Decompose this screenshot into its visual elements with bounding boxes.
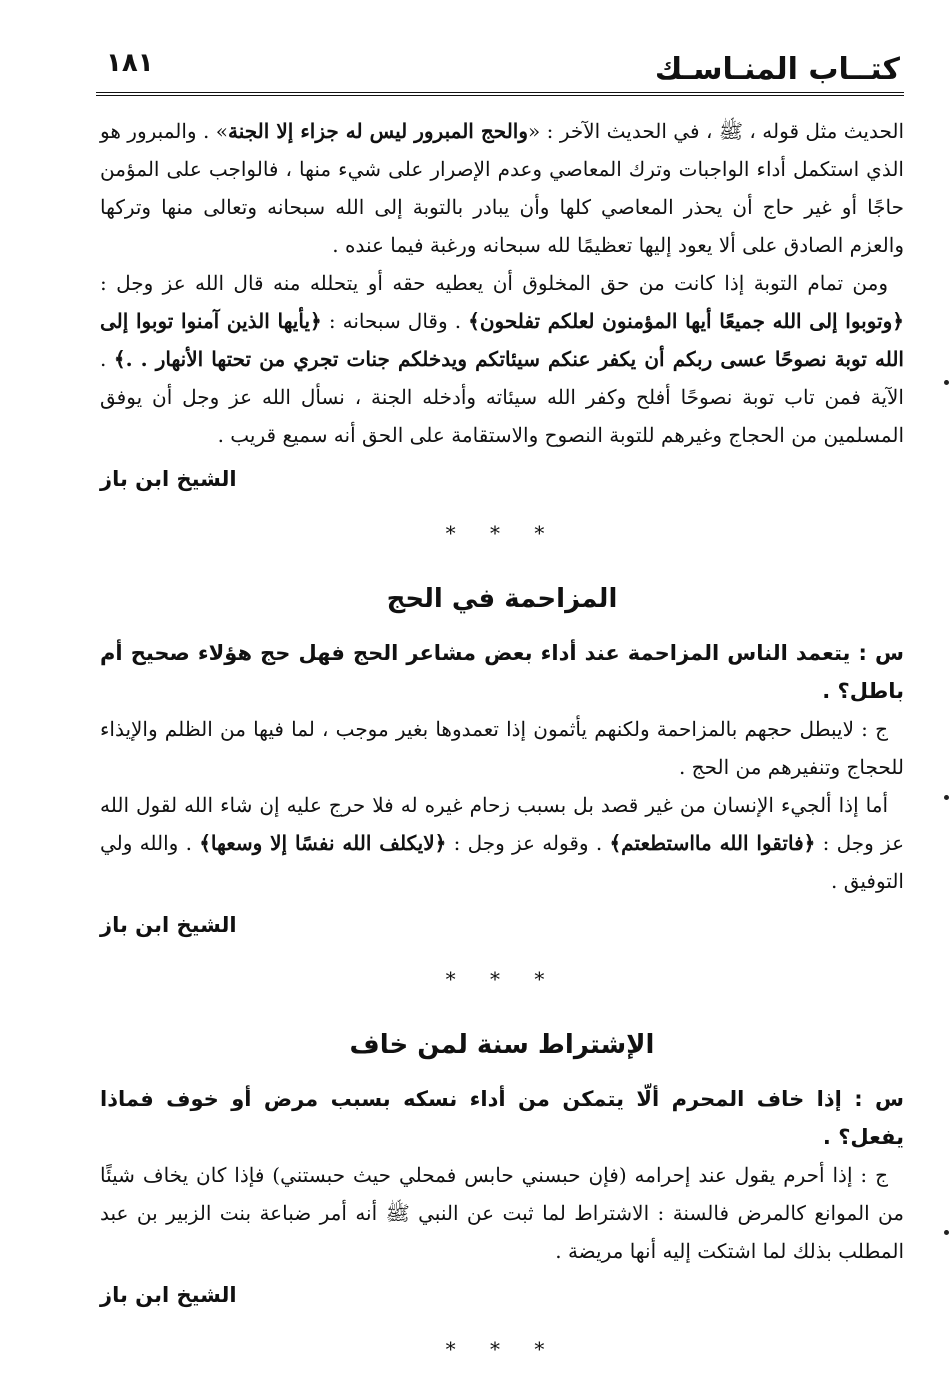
section-divider: * * * <box>445 1337 559 1361</box>
signature: الشيخ ابن باز <box>100 913 237 937</box>
section-divider: * * * <box>445 967 559 991</box>
text-span: . وقال سبحانه : <box>321 309 469 333</box>
page-number: ١٨١ <box>106 48 154 78</box>
text-span: » . والمبرور هو الذي استكمل أداء الواجبات وترك المعاصي وعدم الإصرار على شيء منها ، فالواجب على المؤمن حاجًا أو غير حاج أن يحذر المعاصي كلها وأن يبادر بالتوبة إلى الله سبحانه وتعالى منها وتركها والعزم الصادق على ألا يعود إليها تعظيمًا لله سبحانه ورغبة فيما عنده . <box>100 119 904 257</box>
answer: ج : إذا أحرم يقول عند إحرامه (فإن حبسني حابس فمحلي حيث حبستني) فإذا كان يخاف شيئًا من الموانع كالمرض فالسنة : الاشتراط لما ثبت عن النبي ﷺ أنه أمر ضباعة بنت الزبير بن عبد المطلب بذلك لما اشتكت إليه أنها مريضة . <box>100 1163 904 1263</box>
text-span: ومن تمام التوبة إذا كانت من حق المخلوق أن يعطيه حقه أو يتحلله منه قال الله عز وجل : <box>100 271 888 295</box>
text-span: . الآية فمن تاب توبة نصوحًا أفلح وكفر الله سيئاته وأدخله الجنة ، نسأل الله عز وجل أن يوفق المسلمين من الحجاج وغيرهم للتوبة النصوح والاستقامة على الحق أنه سميع قريب . <box>100 347 904 447</box>
section-heading: المزاحمة في الحج <box>386 584 618 614</box>
book-title: كتــاب المنـاسـك <box>654 52 900 87</box>
text-span: الحديث مثل قوله ، ﷺ ، في الحديث الآخر : « <box>528 119 905 143</box>
quran-verse: ﴿فاتقوا الله مااستطعتم﴾ <box>609 831 816 855</box>
signature: الشيخ ابن باز <box>100 467 237 491</box>
section-divider: * * * <box>445 521 559 545</box>
margin-dot <box>944 1230 949 1235</box>
page-body <box>100 112 904 1388</box>
text-span: أما إذا ألجيء الإنسان من غير قصد بل بسبب زحام غيره له فلا حرج عليه إن شاء الله لقول الله عز وجل : <box>100 793 904 855</box>
paragraph <box>100 112 904 264</box>
text-span: . والله ولي التوفيق . <box>100 831 904 893</box>
question: س : إذا خاف المحرم ألّا يتمكن من أداء نسكه بسبب مرض أو خوف فماذا يفعل؟ . <box>100 1087 904 1149</box>
margin-dot <box>944 380 949 385</box>
text-span: . وقوله عز وجل : <box>446 831 610 855</box>
signature: الشيخ ابن باز <box>100 1283 237 1307</box>
answer: ج : لايبطل حجهم بالمزاحمة ولكنهم يأثمون إذا تعمدوها بغير موجب ، لما فيها من الظلم والإيذاء للحجاج وتنفيرهم من الحج . <box>100 717 904 779</box>
hadith-quote: والحج المبرور ليس له جزاء إلا الجنة <box>228 119 529 143</box>
quran-verse: ﴿يأيها الذين آمنوا توبوا إلى الله توبة نصوحًا عسى ربكم أن يكفر عنكم سيئاتكم ويدخلكم جنات تجري من تحتها الأنهار . .﴾ <box>100 309 904 371</box>
page-header <box>96 44 904 96</box>
margin-dot <box>944 795 949 800</box>
paragraph <box>100 786 904 900</box>
quran-verse: ﴿لايكلف الله نفسًا إلا وسعها﴾ <box>199 831 447 855</box>
paragraph <box>100 264 904 454</box>
quran-verse: ﴿وتوبوا إلى الله جميعًا أيها المؤمنون لعلكم تفلحون﴾ <box>468 309 904 333</box>
section-heading: الإشتراط سنة لمن خاف <box>349 1030 655 1060</box>
question: س : يتعمد الناس المزاحمة عند أداء بعض مشاعر الحج فهل حج هؤلاء صحيح أم باطل؟ . <box>100 641 904 703</box>
